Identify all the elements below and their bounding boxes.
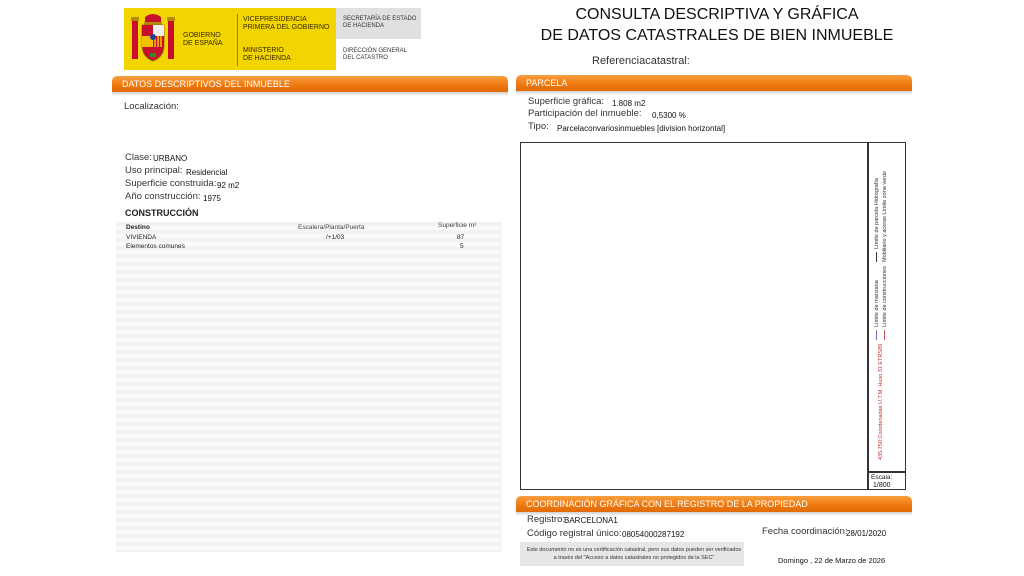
scale-value: 1/800 (873, 482, 891, 489)
section-bar-shadow (112, 92, 508, 96)
uso-value: Residencial (186, 168, 228, 177)
section-bar-shadow (516, 91, 912, 95)
registro-label: Registro: (527, 514, 566, 525)
table-row-2-superficie: 5 (460, 243, 464, 250)
table-header-superficie: Superficie m² (438, 222, 477, 229)
legend-limite-manzana: Límite de manzana (874, 280, 880, 340)
construccion-title: CONSTRUCCIÓN (125, 208, 199, 218)
section-bar-datos-descriptivos (112, 76, 508, 92)
superficie-construida-value: 92 m2 (217, 181, 240, 190)
table-header-destino: Destino (126, 224, 150, 231)
page-title-line1: CONSULTA DESCRIPTIVA Y GRÁFICA (575, 6, 859, 23)
scale-label: Escala: (871, 474, 893, 481)
parcel-map-area (520, 142, 868, 490)
section-title-coordinacion: COORDINACIÓN GRÁFICA CON EL REGISTRO DE LA PROPIEDAD (526, 499, 808, 509)
superficie-construida-label: Superficie construida: (125, 178, 217, 189)
location-label: Localización: (124, 101, 179, 112)
gov-espana-text: GOBIERNO DE ESPAÑA (183, 32, 223, 47)
table-row-1-escalera: /+1/03 (326, 234, 345, 241)
page-title-line2: DE DATOS CATASTRALES DE BIEN INMUEBLE (540, 27, 894, 44)
participacion-label: Participación del inmueble: (528, 108, 642, 119)
table-row-1-destino: VIVIENDA (126, 234, 157, 241)
uso-label: Uso principal: (125, 165, 183, 176)
fecha-coordinacion-label: Fecha coordinación: (762, 526, 848, 537)
reference-label: Referenciacatastral: (592, 55, 690, 67)
section-title-parcela: PARCELA (526, 78, 568, 88)
clase-value: URBANO (153, 154, 188, 163)
construction-table-background (116, 222, 502, 552)
anio-label: Año construcción: (125, 191, 201, 202)
codigo-registral-value: 08054000287192 (622, 530, 685, 539)
logo-divider (237, 14, 238, 66)
superficie-grafica-value: 1.808 m2 (612, 99, 646, 108)
secretaria-text: SECRETARÍA DE ESTADO DE HACIENDA (343, 16, 417, 29)
vicepresidencia-text: VICEPRESIDENCIA PRIMERA DEL GOBIERNO (243, 16, 330, 31)
table-row-1-superficie: 87 (457, 234, 465, 241)
codigo-registral-label: Código registral único: (527, 528, 622, 539)
legend-mobiliario-zona-verde: Mobiliario y aceras Límite zona verde (882, 170, 888, 262)
catastro-text: DIRECCIÓN GENERAL DEL CATASTRO (343, 48, 408, 61)
section-bar-parcela (516, 75, 912, 91)
ministerio-text: MINISTERIO DE HACIENDA (243, 47, 291, 62)
anio-value: 1975 (203, 194, 221, 203)
tipo-label: Tipo: (528, 121, 549, 132)
registro-value: BARCELONA1 (564, 516, 618, 525)
superficie-grafica-label: Superficie gráfica: (528, 96, 605, 107)
section-title-descriptivos: DATOS DESCRIPTIVOS DEL INMUEBLE (122, 79, 290, 89)
legend-line-icon (876, 252, 877, 262)
coat-of-arms-icon (130, 13, 176, 65)
legend-line-icon (876, 330, 877, 340)
legend-line-icon (884, 330, 885, 340)
fecha-coordinacion-value: 28/01/2020 (846, 529, 887, 538)
legend-parcela-hidrografia: Límite de parcela Hidrografía (874, 178, 880, 262)
legend-limite-construcciones: Límite de construcciones (882, 266, 888, 340)
table-row-2-destino: Elementos comunes (126, 243, 185, 250)
table-header-escalera: Escalera/Planta/Puerta (298, 224, 365, 231)
participacion-value: 0,5300 % (652, 111, 686, 120)
coordinates-text: 435.750 Coordenadas U.T.M. Huso 31 ETRS89 (878, 343, 884, 460)
clase-label: Clase: (125, 152, 152, 163)
section-bar-coordinacion (516, 496, 912, 512)
tipo-value: Parcelaconvariosinmuebles [division horizontal] (557, 124, 726, 133)
disclaimer-text: Este documento no es una certificación catastral, pero sus datos pueden ser verificados a través del "Acceso a datos catastrales no protegidos de la SEC" (526, 547, 742, 561)
footer-date: Domingo , 22 de Marzo de 2026 (778, 556, 886, 565)
